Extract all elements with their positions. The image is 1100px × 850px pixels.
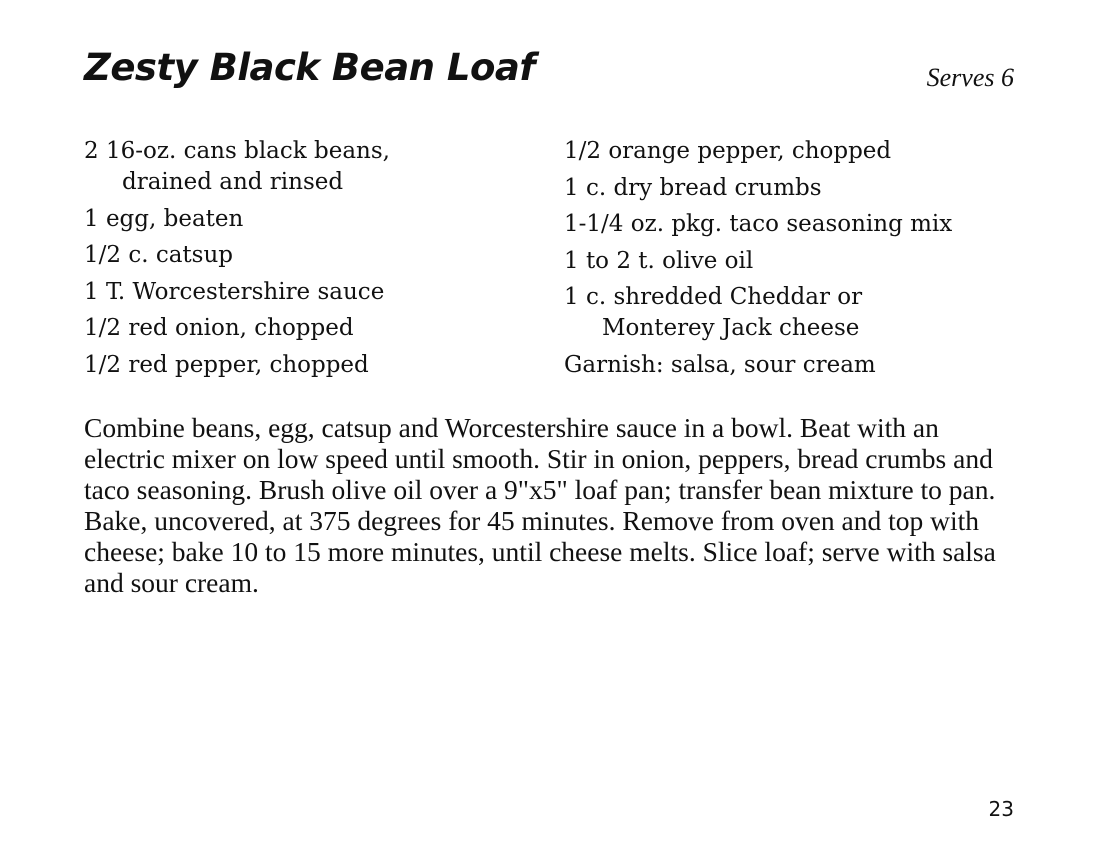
ingredient-text: 1 c. dry bread crumbs [564,174,822,201]
ingredient-item [564,136,1024,167]
recipe-title: Zesty Black Bean Loaf [84,46,535,89]
ingredient-item [84,204,534,235]
ingredient-text: 1/2 c. catsup [84,242,234,268]
ingredient-item [564,173,1024,204]
ingredient-text: 1 egg, beaten [84,205,244,232]
ingredient-text: 1 c. shredded Cheddar or [564,284,863,310]
ingredient-text: 1 to 2 t. olive oil [564,247,754,274]
serves-label: Serves 6 [926,63,1014,92]
ingredient-continuation: Monterey Jack cheese [602,315,860,341]
ingredient-item [564,282,1024,344]
ingredient-continuation: drained and rinsed [122,169,344,195]
ingredient-text: 2 16-oz. cans black beans, [84,138,390,164]
ingredient-text: 1/2 orange pepper, chopped [564,138,892,164]
ingredient-item [564,350,1024,381]
ingredient-text: 1 T. Worcestershire sauce [84,278,385,305]
directions-paragraph: Combine beans, egg, catsup and Worcestershire sauce in a bowl. Beat with an electric mixer on low speed until smooth. Stir in onion, peppers, bread crumbs and taco seasoning. Brush olive oil over a 9"x5" loaf pan; transfer bean mixture to pan. Bake, uncovered, at 375 degrees for 45 minutes. Remove from oven and top with cheese; bake 10 to 15 more minutes, until cheese melts. Slice loaf; serve with salsa and sour cream. [84,412,996,598]
page-number: 23 [988,797,1014,821]
ingredient-item [84,240,534,271]
ingredient-item [84,277,534,308]
ingredient-item [564,209,1024,240]
ingredient-item [84,350,534,381]
ingredient-text: Garnish: salsa, sour cream [564,351,876,378]
ingredient-item [84,313,534,344]
ingredient-text: 1/2 red pepper, chopped [84,351,369,378]
ingredients-right-column [564,136,1024,386]
ingredient-item [84,136,534,198]
ingredients-left-column [84,136,534,386]
ingredient-text: 1-1/4 oz. pkg. taco seasoning mix [564,211,953,237]
ingredient-text: 1/2 red onion, chopped [84,315,354,341]
ingredient-item [564,246,1024,277]
